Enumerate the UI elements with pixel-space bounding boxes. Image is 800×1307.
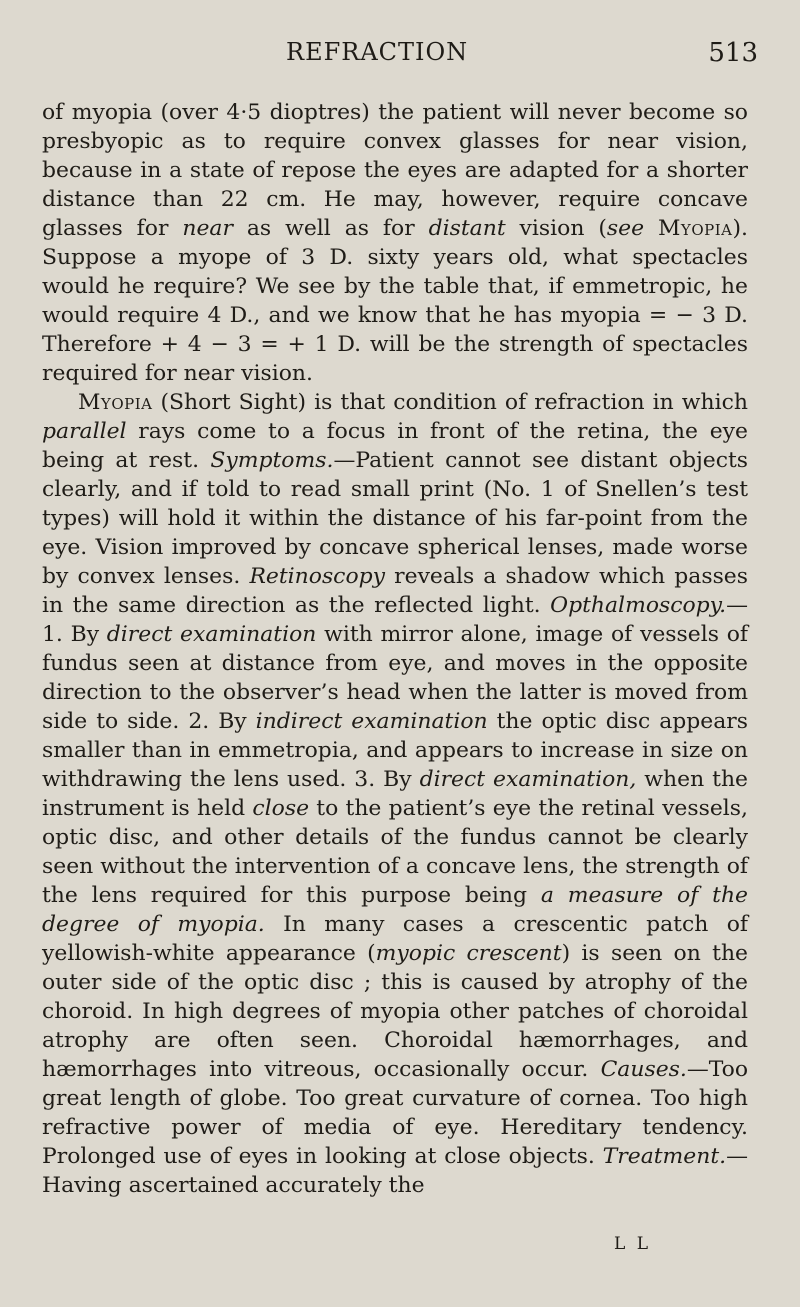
paragraph-myopia bbox=[42, 390, 748, 1198]
emphasis-measure: a measure of the degree of myopia. bbox=[42, 883, 748, 937]
subheading-causes: Causes. bbox=[600, 1057, 687, 1082]
text-run: when the instrument is held bbox=[42, 767, 749, 821]
text-run: ). Suppose a myope of 3 D. sixty years old, what spectacles would he require? We see by the table that, if emmetropic, he would require 4 D., and we know that he has myopia = − 3 D. Therefore + 4 − 3 = + 1 D. will be the strength of spectacles required for near vision. bbox=[42, 216, 748, 386]
text-run: (Short Sight) is that condition of refraction in which bbox=[152, 390, 748, 415]
emphasis-distant: distant bbox=[428, 216, 506, 241]
page-number: 513 bbox=[708, 38, 758, 68]
text-run: as well as for bbox=[232, 216, 429, 241]
section-heading-myopia: Myopia bbox=[78, 390, 153, 415]
text-run: —Too great length of globe. Too great curvature of cornea. Too high refractive power of media of eye. Hereditary tendency. Prolonged use of eyes in looking at close objects. bbox=[42, 1057, 748, 1169]
text-run: rays come to a focus in front of the retina, the eye being at rest. bbox=[42, 419, 748, 473]
body-text bbox=[42, 98, 748, 1200]
text-run: —Patient cannot see distant objects clearly, and if told to read small print (No. 1 of Snellen’s test types) will hold it within the distance of his far-point from the eye. Vision improved by concave spherical lenses, made worse by convex lenses. bbox=[42, 448, 748, 589]
paragraph-continuation bbox=[42, 100, 748, 386]
emphasis-indirect-examination: indirect examination bbox=[255, 709, 488, 734]
subheading-symptoms: Symptoms. bbox=[210, 448, 334, 473]
text-run: vision ( bbox=[505, 216, 607, 241]
page-header bbox=[0, 38, 800, 78]
text-run: reveals a shadow which passes in the same direction as the reflected light. bbox=[42, 564, 748, 618]
text-run bbox=[644, 216, 658, 241]
emphasis-direct-examination: direct examination bbox=[106, 622, 317, 647]
text-run: ) is seen on the outer side of the optic disc ; this is caused by atrophy of the choroid. In high degrees of myopia other patches of choroidal atrophy are often seen. Choroidal hæmorrhages, and hæmorrhages into vitreous, occasionally occur. bbox=[42, 941, 748, 1082]
cross-reference-myopia: Myopia bbox=[658, 216, 733, 241]
subheading-ophthalmoscopy: Opthalmoscopy. bbox=[550, 593, 727, 618]
emphasis-parallel: parallel bbox=[42, 419, 127, 444]
text-run: In many cases a crescentic patch of yellowish-white appearance ( bbox=[42, 912, 748, 966]
subheading-retinoscopy: Retinoscopy bbox=[249, 564, 386, 589]
signature-mark: L L bbox=[614, 1234, 651, 1254]
text-run: with mirror alone, image of vessels of fundus seen at distance from eye, and moves in the opposite direction to the observer’s head when the latter is moved from side to side. 2. By bbox=[42, 622, 748, 734]
emphasis-myopic-crescent: myopic crescent bbox=[375, 941, 562, 966]
text-run: the optic disc appears smaller than in emmetropia, and appears to increase in size on withdrawing the lens used. 3. By bbox=[42, 709, 748, 792]
text-run: —Having ascertained accurately the bbox=[42, 1144, 748, 1198]
text-run: of myopia (over 4·5 dioptres) the patient will never become so presbyopic as to require convex glasses for near vision, because in a state of repose the eyes are adapted for a shorter distance than 22 cm. He may, however, require concave glasses for bbox=[42, 100, 748, 241]
emphasis-near: near bbox=[182, 216, 233, 241]
subheading-treatment: Treatment. bbox=[602, 1144, 727, 1169]
running-title: REFRACTION bbox=[286, 38, 469, 66]
emphasis-see: see bbox=[606, 216, 645, 241]
text-run: —1. By bbox=[42, 593, 748, 647]
emphasis-direct-examination-2: direct examination, bbox=[419, 767, 637, 792]
text-run: to the patient’s eye the retinal vessels, optic disc, and other details of the fundus cannot be clearly seen without the intervention of a concave lens, the strength of the lens required for this purpose being bbox=[42, 796, 749, 908]
emphasis-close: close bbox=[252, 796, 310, 821]
